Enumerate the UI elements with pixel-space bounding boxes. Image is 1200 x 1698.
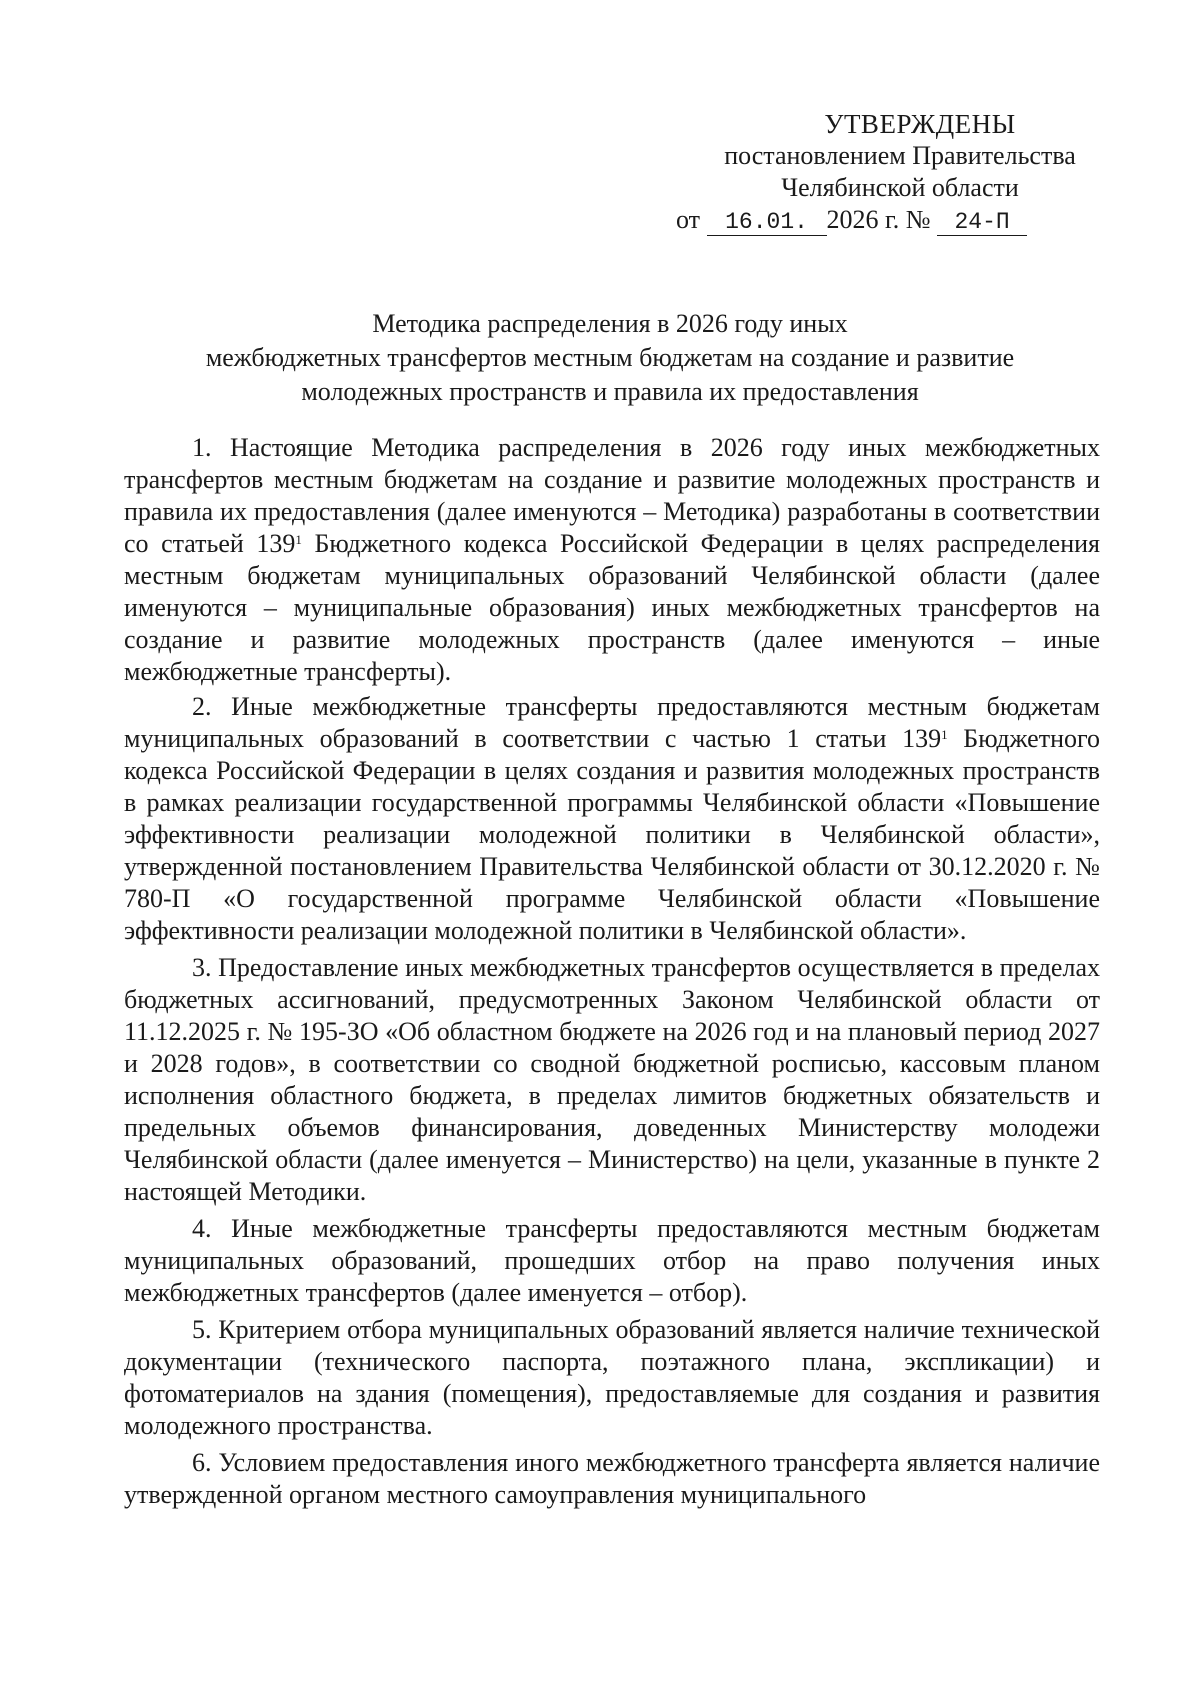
paragraph-2-text-a: 2. Иные межбюджетные трансферты предоставляются местным бюджетам муниципальных образований в соответствии с частью 1 статьи 139 bbox=[124, 692, 1100, 753]
approval-date-line bbox=[676, 204, 1076, 236]
paragraph-2 bbox=[124, 691, 1100, 947]
approval-stamp-block bbox=[676, 108, 1100, 236]
paragraph-1-text-b: Бюджетного кодекса Российской Федерации в целях распределения местным бюджетам муниципальных образований Челябинской области (далее именуются – муниципальные образования) иных межбюджетных трансфертов на создание и развитие молодежных пространств (далее именуются – иные межбюджетные трансферты). bbox=[124, 529, 1100, 686]
paragraph-1-text-a: 1. Настоящие Методика распределения в 2026 году иных межбюджетных трансфертов местным бюджетам на создание и развитие молодежных пространств и правила их предоставления (далее именуются – Методика) разработаны в соответствии со статьей 139 bbox=[124, 433, 1100, 558]
approval-year-text: 2026 г. № bbox=[826, 205, 931, 234]
paragraph-3: 3. Предоставление иных межбюджетных трансфертов осуществляется в пределах бюджетных ассигнований, предусмотренных Законом Челябинской области от 11.12.2025 г. № 195-ЗО «Об областном бюджете на 2026 год и на плановый период 2027 и 2028 годов», в соответствии со сводной бюджетной росписью, кассовым планом исполнения областного бюджета, в пределах лимитов бюджетных обязательств и предельных объемов финансирования, доведенных Министерству молодежи Челябинской области (далее именуется – Министерство) на цели, указанные в пункте 2 настоящей Методики. bbox=[124, 953, 1100, 1206]
paragraph-2-text-b: Бюджетного кодекса Российской Федерации в целях создания и развития молодежных пространств в рамках реализации государственной программы Челябинской области «Повышение эффективности реализации молодежной политики в Челябинской области», утвержденной постановлением Правительства Челябинской области от 30.12.2020 г. № 780-П «О государственной программе Челябинской области «Повышение эффективности реализации молодежной политики в Челябинской области». bbox=[124, 724, 1100, 945]
approval-date-prefix: от bbox=[676, 205, 701, 234]
title-line-2: межбюджетных трансфертов местным бюджетам на создание и развитие bbox=[205, 343, 1015, 372]
paragraph-2-superscript: 1 bbox=[941, 727, 948, 742]
paragraph-5: 5. Критерием отбора муниципальных образований является наличие технической документации (технического паспорта, поэтажного плана, экспликации) и фотоматериалов на здания (помещения), предоставляемые для создания и развития молодежного пространства. bbox=[124, 1315, 1100, 1440]
paragraph-1-superscript: 1 bbox=[295, 532, 302, 547]
paragraph-1 bbox=[124, 432, 1100, 688]
title-line-3: молодежных пространств и правила их предоставления bbox=[301, 377, 919, 406]
approval-heading: УТВЕРЖДЕНЫ bbox=[824, 109, 1016, 139]
paragraph-4: 4. Иные межбюджетные трансферты предоставляются местным бюджетам муниципальных образований, прошедших отбор на право получения иных межбюджетных трансфертов (далее именуется – отбор). bbox=[124, 1214, 1100, 1307]
document-title bbox=[120, 307, 1100, 409]
approval-line-region: Челябинской области bbox=[781, 173, 1019, 202]
paragraph-6: 6. Условием предоставления иного межбюджетного трансферта является наличие утвержденной органом местного самоуправления муниципального bbox=[124, 1448, 1100, 1509]
approval-number-value: 24-П bbox=[937, 209, 1027, 236]
document-body bbox=[124, 432, 1100, 1516]
title-line-1: Методика распределения в 2026 году иных bbox=[372, 309, 848, 338]
approval-line-resolution: постановлением Правительства bbox=[724, 141, 1076, 170]
approval-date-value: 16.01. bbox=[707, 209, 827, 236]
